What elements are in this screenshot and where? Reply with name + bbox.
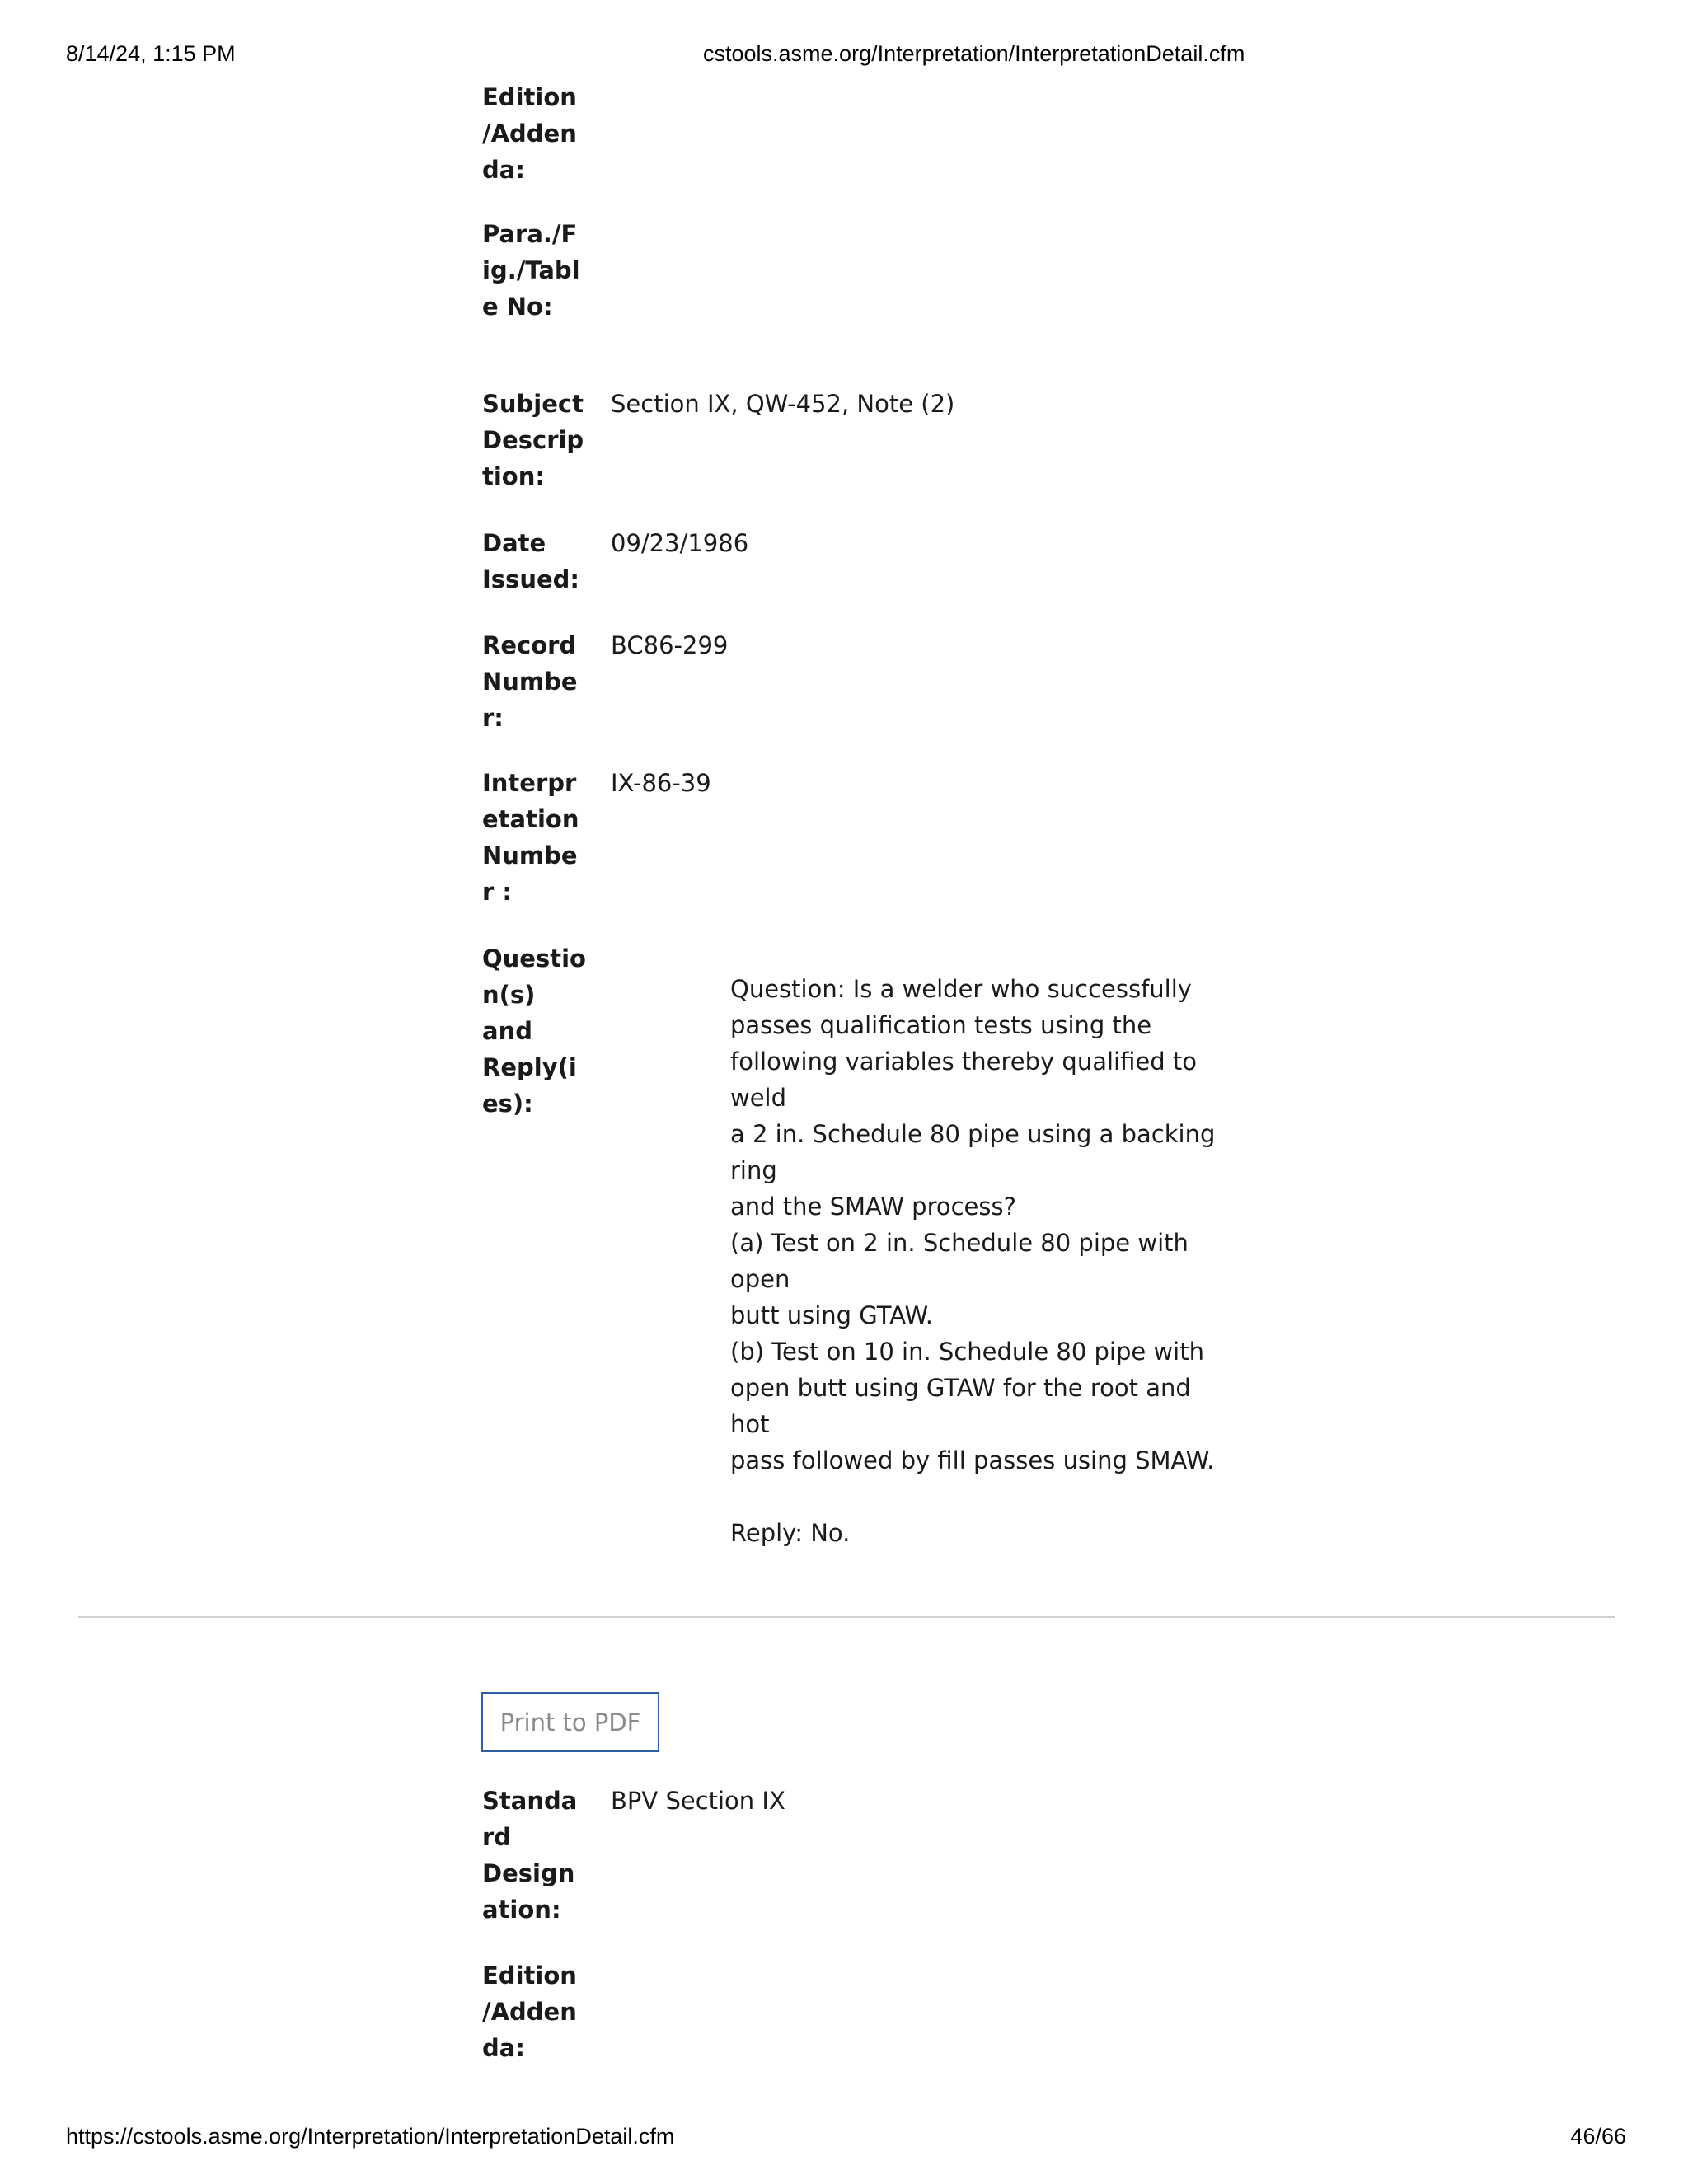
subject-description-value: Section IX, QW-452, Note (2) [611, 390, 955, 418]
edition-addenda-label: Edition /Adden da: [482, 83, 577, 184]
interpretation-number-label: Interpr etation Numbe r : [482, 769, 579, 906]
print-footer-page-number: 46/66 [1570, 2124, 1626, 2149]
date-issued-label: Date Issued: [482, 529, 579, 593]
print-footer-url: https://cstools.asme.org/Interpretation/InterpretationDetail.cfm [66, 2124, 675, 2149]
record-number-label: Record Numbe r: [482, 631, 578, 732]
standard-designation-label: Standa rd Design ation: [482, 1787, 578, 1924]
print-header-url: cstools.asme.org/Interpretation/InterpretationDetail.cfm [703, 41, 1245, 66]
questions-replies-text: Question: Is a welder who successfully passes qualification tests using the following variables thereby qualified to weld a 2 in. Schedule 80 pipe using a backing ring and the SMAW process? (a) Test on 2 in. Schedule 80 pipe with open butt using GTAW. (b) Test on 10 in. Schedule 80 pipe with open butt using GTAW for the root and hot pass followed by fill passes using SMAW. Reply: No. [730, 975, 1216, 1547]
subject-description-label: Subject Descrip tion: [482, 390, 584, 490]
para-fig-table-label: Para./F ig./Tabl e No: [482, 220, 580, 321]
print-to-pdf-button[interactable]: Print to PDF [481, 1692, 659, 1752]
date-issued-value: 09/23/1986 [611, 529, 749, 557]
edition-addenda-label-2: Edition /Adden da: [482, 1961, 577, 2062]
record-divider [78, 1616, 1615, 1618]
standard-designation-value: BPV Section IX [611, 1787, 785, 1815]
questions-replies-label: Questio n(s) and Reply(i es): [482, 944, 586, 1118]
interpretation-number-value: IX-86-39 [611, 769, 711, 797]
record-number-value: BC86-299 [611, 631, 729, 659]
print-header-datetime: 8/14/24, 1:15 PM [66, 41, 236, 66]
